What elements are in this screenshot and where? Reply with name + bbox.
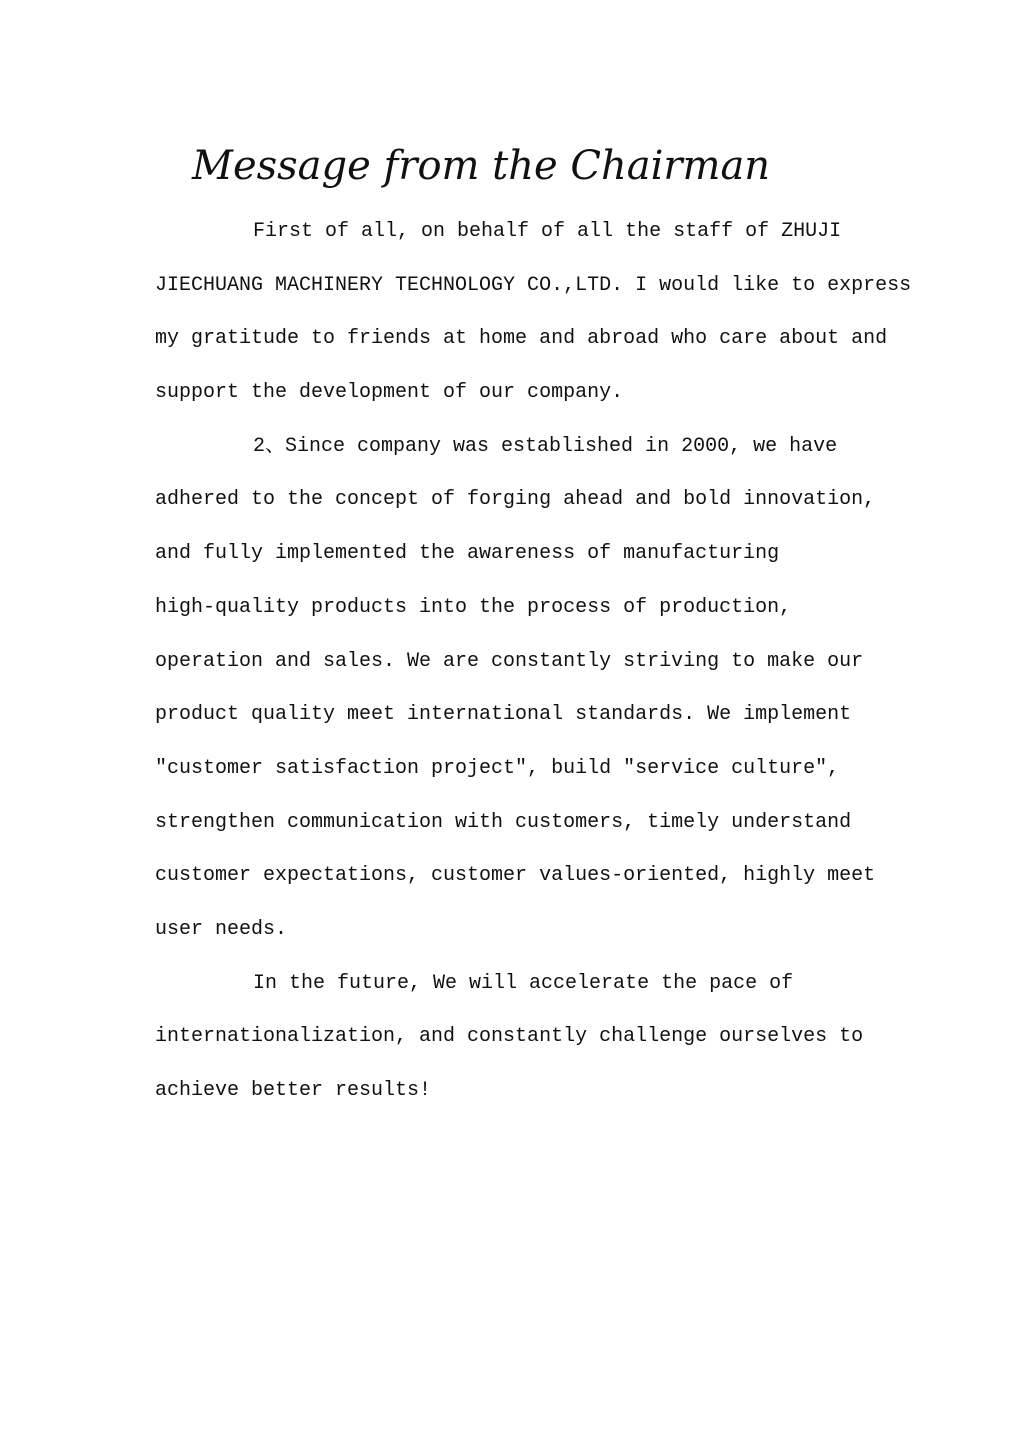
paragraph-2-line-1: 2、Since company was established in 2000, we have xyxy=(253,434,838,458)
page-title: Message from the Chairman xyxy=(192,143,771,189)
paragraph-1-line-1: First of all, on behalf of all the staff of ZHUJI xyxy=(253,220,842,243)
paragraph-2-line-5: operation and sales. We are constantly striving to make our xyxy=(155,649,864,673)
paragraph-1-line-4: support the development of our company. xyxy=(155,381,624,405)
paragraph-2-line-10: user needs. xyxy=(155,917,288,941)
paragraph-3-line-3: achieve better results! xyxy=(155,1079,432,1102)
paragraph-3-line-1: In the future, We will accelerate the pace of xyxy=(253,971,794,995)
paragraph-2-line-4: high-quality products into the process of production, xyxy=(155,595,792,619)
paragraph-2-line-8: strengthen communication with customers, timely understand xyxy=(155,810,852,834)
paragraph-1-line-3: my gratitude to friends at home and abroad who care about and xyxy=(155,327,888,351)
message-body xyxy=(155,205,912,1118)
paragraph-3-line-2: internationalization, and constantly challenge ourselves to xyxy=(155,1025,864,1049)
paragraph-2-line-6: product quality meet international standards. We implement xyxy=(155,703,852,727)
paragraph-2-line-3: and fully implemented the awareness of manufacturing xyxy=(155,542,780,566)
paragraph-2-line-7: "customer satisfaction project", build "service culture", xyxy=(155,756,840,780)
paragraph-2-line-2: adhered to the concept of forging ahead and bold innovation, xyxy=(155,488,876,512)
paragraph-2-line-9: customer expectations, customer values-oriented, highly meet xyxy=(155,864,876,888)
paragraph-1-line-2: JIECHUANG MACHINERY TECHNOLOGY CO.,LTD. I would like to express xyxy=(155,273,912,297)
